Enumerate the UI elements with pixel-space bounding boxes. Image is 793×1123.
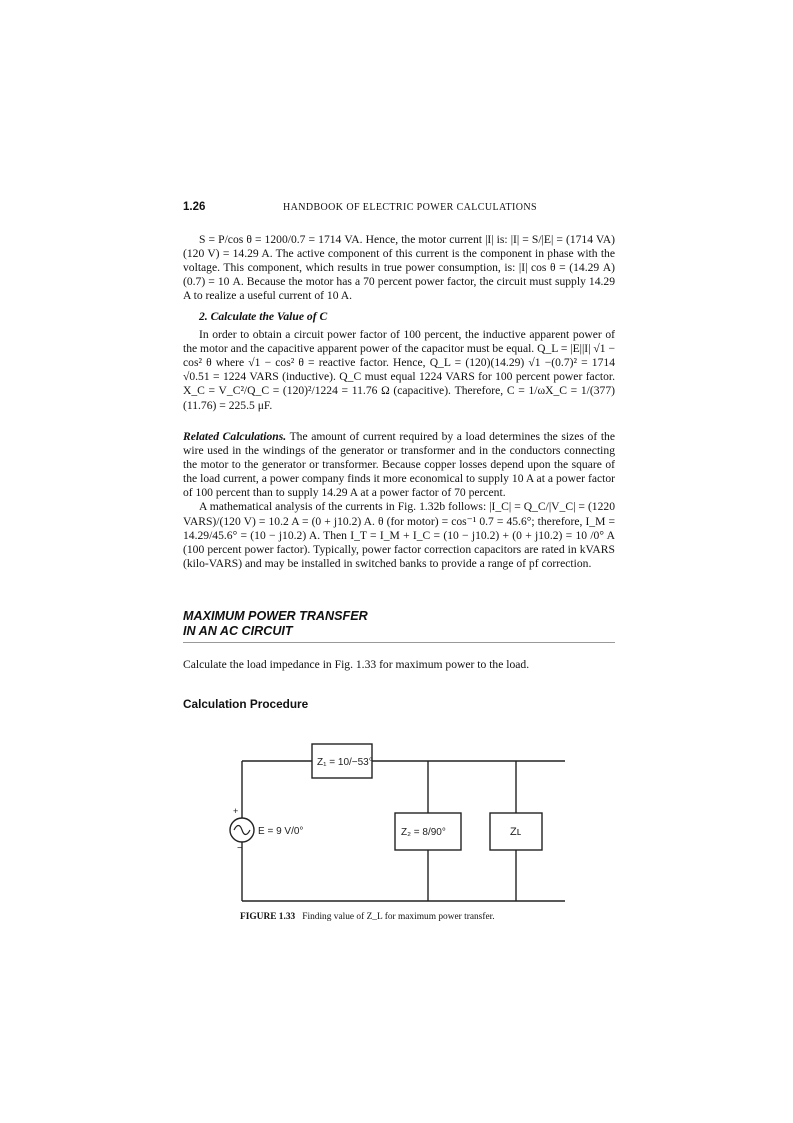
source-label: E = 9 V/0°	[258, 826, 304, 837]
paragraph-power: S = P/cos θ = 1200/0.7 = 1714 VA. Hence, the motor current |I| is: |I| = S/|E| = (1714 VA) (120 V) = 14.29 A. The active component of this current is the component in phase with the voltage. This component, which results in true power consumption, is: |I| cos θ = (14.29 A)(0.7) = 10 A. Because the motor has a 70 percent power factor, the circuit must supply 14.29 A to realize a useful current of 10 A.	[183, 233, 615, 303]
text-block-2	[183, 310, 615, 413]
text-block-3	[183, 430, 615, 571]
figure-caption-text: Finding value of Z_L for maximum power transfer.	[302, 912, 495, 922]
paragraph-related	[183, 430, 615, 500]
problem-statement: Calculate the load impedance in Fig. 1.33 for maximum power to the load.	[183, 658, 530, 671]
zl-label: Zʟ	[510, 826, 522, 838]
plus-sign: +	[233, 806, 239, 816]
paragraph-capacitor: In order to obtain a circuit power factor of 100 percent, the inductive apparent power of the motor and the capacitive apparent power of the capacitor must be equal. Q_L = |E||I| √1 − cos² θ where √1 − cos² θ = reactive factor. Hence, Q_L = (120)(14.29) √1 −(0.7)² = 1714 √0.51 = 1224 VARS (inductive). Q_C must equal 1224 VARS for 100 percent power factor. X_C = V_C²/Q_C = (120)²/1224 = 11.76 Ω (capacitive). Therefore, C = 1/ωX_C = 1/(377)(11.76) = 225.5 μF.	[183, 328, 615, 412]
minus-sign: −	[237, 843, 243, 854]
related-calculations-label: Related Calculations.	[183, 430, 287, 443]
related-calculations-text: The amount of current required by a load determines the sizes of the wire used in the windings of the generator or transformer and in the conductors connecting the motor to the generator or transformer. Because copper losses depend upon the square of the load current, a power company finds it more economical to supply 10 A at a power factor of 100 percent than to supply 14.29 A at a power factor of 70 percent.	[183, 430, 615, 500]
circuit-diagram	[225, 738, 585, 908]
step-2-heading: 2. Calculate the Value of C	[199, 310, 328, 323]
running-head: HANDBOOK OF ELECTRIC POWER CALCULATIONS	[283, 202, 537, 213]
figure-caption	[240, 912, 495, 922]
section-title	[183, 609, 615, 643]
section-title-line-2: IN AN AC CIRCUIT	[183, 624, 293, 638]
paragraph-analysis: A mathematical analysis of the currents in Fig. 1.32b follows: |I_C| = Q_C/|V_C| = (1220 VARS)/(120 V) = 10.2 A = (0 + j10.2) A. θ (for motor) = cos⁻¹ 0.7 = 45.6°; therefore, I_M = 14.29/45.6° = (10 − j10.2) A. Then I_T = I_M + I_C = (10 − j10.2) + (0 + j10.2) = 10 /0° A (100 percent power factor). Typically, power factor correction capacitors are rated in kVARS (kilo-VARS) and may be installed in switched banks to provide a range of pf correction.	[183, 500, 615, 570]
page-number: 1.26	[183, 201, 206, 213]
page-header	[183, 201, 615, 217]
text-block-1	[183, 233, 615, 303]
z2-label: Z₂ = 8/90°	[401, 827, 446, 838]
section-title-line-1: MAXIMUM POWER TRANSFER	[183, 609, 368, 623]
z1-label: Z₁ = 10/−53°	[317, 757, 373, 768]
procedure-heading: Calculation Procedure	[183, 697, 309, 711]
figure-caption-label: FIGURE 1.33	[240, 912, 296, 922]
